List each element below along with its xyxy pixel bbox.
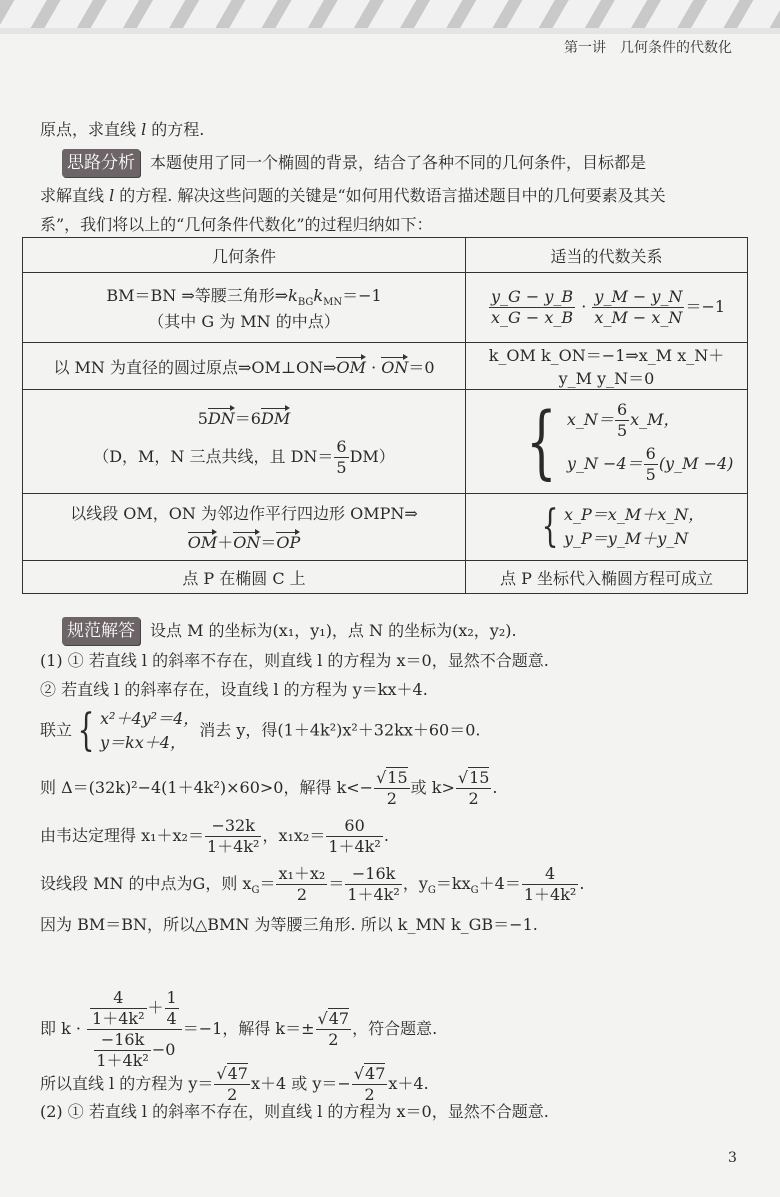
fraction — [326, 816, 382, 857]
geo-cell: 点 P 在椭圆 C 上 — [23, 561, 466, 594]
numerator: x₁＋x₂ — [278, 864, 326, 883]
text: x_M， — [630, 409, 680, 429]
fraction: $\frac{√15}{2}$ — [457, 768, 490, 808]
denominator: 1＋4k² — [206, 837, 260, 856]
fraction — [615, 400, 629, 441]
text: . — [579, 874, 585, 893]
summary-table — [22, 237, 748, 594]
complex-fraction — [87, 988, 182, 1071]
fraction: $\frac{√47}{2}$ — [353, 1064, 386, 1104]
analysis-paragraph-line-1 — [62, 149, 646, 177]
text: 以 MN 为直径的圆过原点⇒OM⊥ON⇒ — [53, 357, 337, 377]
table-header-row — [23, 238, 748, 273]
denominator: 5 — [645, 464, 656, 484]
analysis-badge: 思路分析 — [62, 149, 140, 177]
denominator: 2 — [227, 1085, 238, 1104]
text: DM） — [349, 446, 395, 466]
table-row — [23, 390, 748, 494]
text: ＝ — [328, 874, 345, 893]
fraction — [644, 444, 658, 485]
fraction — [334, 437, 348, 478]
text: k — [313, 286, 324, 306]
fraction — [592, 287, 684, 328]
text: ＝6 — [234, 408, 261, 428]
denominator: 1＋4k² — [328, 837, 381, 856]
solution-line-2: ② 若直线 l 的斜率存在，设直线 l 的方程为 y＝kx＋4. — [40, 680, 428, 699]
sqrt: 47 — [227, 1064, 248, 1083]
text: 由韦达定理得 x₁＋x₂＝ — [40, 826, 204, 845]
numerator: y_M − y_N — [594, 287, 683, 306]
numerator: 1 — [166, 988, 177, 1007]
denominator: 2 — [328, 1030, 339, 1049]
geo-cell — [23, 273, 466, 343]
fraction — [489, 287, 575, 328]
denominator: x_M − x_N — [594, 308, 683, 327]
system-brace: { x_N＝ $\frac{6}{5}$ x_M， y_N −4＝ $\frac{6}{5}$ (y_M −4) — [526, 394, 734, 488]
text: (y_M −4) — [658, 453, 734, 473]
denominator: 2 — [386, 789, 397, 808]
text: x＋4. — [388, 1074, 429, 1093]
vector-op: OP — [276, 533, 301, 552]
geo-cell — [23, 343, 466, 390]
text: ＋ — [147, 998, 164, 1017]
analysis-paragraph-line-2 — [40, 184, 666, 208]
text: 原点，求直线 — [40, 120, 142, 139]
text: 即 k · — [40, 1019, 87, 1038]
text: 或 k> — [410, 778, 455, 797]
numerator: 6 — [616, 399, 628, 419]
text: 消去 y，得(1＋4k²)x²＋32kx＋60＝0. — [199, 720, 481, 740]
denominator: 1＋4k² — [92, 1009, 145, 1028]
sqrt: 15 — [469, 768, 490, 787]
table-row — [23, 561, 748, 594]
solution-line-10: (2) ① 若直线 l 的斜率不存在，则直线 l 的方程为 x＝0，显然不合题意. — [40, 1102, 549, 1121]
text: 所以直线 l 的方程为 y＝ — [40, 1074, 214, 1093]
text: ＝kx — [435, 874, 471, 893]
text: 设线段 MN 的中点为G，则 x — [40, 874, 252, 893]
text: ＋4＝ — [478, 874, 521, 893]
solution-line-6 — [40, 864, 584, 905]
solution-line-0 — [62, 617, 517, 645]
text: （D，M，N 三点共线，且 DN＝ — [93, 446, 334, 466]
solution-badge: 规范解答 — [62, 617, 140, 645]
header-algebra: 适当的代数关系 — [466, 238, 748, 273]
text: ＝0 — [408, 357, 435, 377]
text: 的方程. — [146, 120, 205, 139]
denominator: 2 — [364, 1085, 375, 1104]
fraction — [90, 988, 146, 1029]
geo-cell — [23, 494, 466, 561]
text: ，y — [402, 874, 428, 893]
vector-dn: DN — [207, 408, 235, 428]
alg-cell — [466, 494, 748, 561]
vector-on: ON — [233, 533, 261, 552]
fraction — [345, 864, 401, 905]
alg-cell — [466, 390, 748, 494]
running-header-chapter: 第一讲 几何条件的代数化 — [564, 40, 732, 56]
vector-dm: DM — [260, 408, 291, 428]
numerator: 4 — [90, 988, 146, 1009]
sqrt: 47 — [365, 1064, 386, 1083]
intro-line-1 — [40, 118, 204, 142]
denominator: 4 — [166, 1009, 177, 1028]
text: MN — [323, 297, 343, 309]
numerator: −32k — [205, 816, 261, 837]
denominator: 2 — [468, 789, 479, 808]
denominator: 5 — [336, 457, 347, 477]
text: G — [470, 885, 479, 897]
text: · — [576, 297, 592, 316]
text: x²＋4y²＝4， — [100, 709, 200, 728]
text: BG — [297, 297, 314, 309]
text: G — [251, 885, 260, 897]
fraction — [522, 864, 578, 905]
var-l: l — [141, 120, 147, 139]
text: y_N −4＝ — [566, 453, 643, 473]
note: （其中 G 为 MN 的中点） — [148, 311, 340, 331]
text: ，符合题意. — [352, 1019, 438, 1038]
text: 联立 — [40, 720, 73, 740]
fraction — [165, 988, 179, 1029]
text: G — [427, 885, 436, 897]
numerator: −16k — [345, 864, 401, 885]
geo-cell — [23, 390, 466, 494]
text: · — [365, 357, 382, 377]
solution-line-3 — [40, 707, 481, 755]
system-brace: { x²＋4y²＝4， y＝kx＋4， — [77, 705, 200, 756]
denominator: 1＋4k² — [523, 885, 577, 904]
text: BM＝BN ⇒等腰三角形⇒ — [106, 286, 289, 306]
text: 5 — [197, 408, 208, 428]
solution-line-5 — [40, 816, 389, 857]
solution-line-9 — [40, 1064, 429, 1105]
fraction: $\frac{√47}{2}$ — [317, 1009, 350, 1049]
fraction: $\frac{√15}{2}$ — [376, 768, 408, 808]
numerator: 60 — [326, 816, 382, 837]
denominator: 1＋4k² — [347, 885, 400, 904]
system-brace: { x_P＝x_M＋x_N， y_P＝y_M＋y_N — [541, 501, 705, 552]
solution-line-8 — [40, 988, 437, 1071]
header-stripe-band — [0, 0, 780, 34]
text: ＋ — [217, 533, 234, 552]
text: 的方程. 解决这些问题的关键是“如何用代数语言描述题目中的几何要素及其关 — [114, 186, 666, 205]
text: ，x₁x₂＝ — [262, 826, 326, 845]
text: y＝kx＋4， — [100, 733, 186, 752]
analysis-paragraph-line-3: 系”，我们将以上的“几何条件代数化”的过程归纳如下： — [40, 215, 433, 234]
numerator: 4 — [522, 864, 578, 885]
alg-cell: 点 P 坐标代入椭圆方程可成立 — [466, 561, 748, 594]
text: ＝−1，解得 k＝± — [182, 1019, 315, 1038]
text: . — [383, 826, 389, 845]
text: x_N＝ — [566, 409, 614, 429]
page-number: 3 — [728, 1150, 737, 1166]
text: . — [492, 778, 498, 797]
text: ＝ — [259, 874, 276, 893]
text: y_P＝y_M＋y_N — [564, 529, 689, 548]
numerator: −16k — [94, 1030, 150, 1051]
fraction — [276, 864, 327, 905]
text: 设点 M 的坐标为(x₁，y₁)，点 N 的坐标为(x₂，y₂). — [150, 621, 517, 640]
var-l: l — [109, 186, 115, 205]
table-row — [23, 494, 748, 561]
text: x_P＝x_M＋x_N， — [564, 505, 705, 524]
sqrt: 15 — [387, 768, 408, 787]
text: ＝ — [260, 533, 277, 552]
vector-om: OM — [187, 533, 218, 552]
solution-line-1: (1) ① 若直线 l 的斜率不存在，则直线 l 的方程为 x＝0，显然不合题意. — [40, 651, 549, 670]
fraction — [205, 816, 261, 857]
table-row — [23, 273, 748, 343]
text: 则 Δ＝(32k)²−4(1＋4k²)×60>0，解得 k<− — [40, 778, 374, 797]
text: 求解直线 — [40, 186, 110, 205]
vector-on: ON — [381, 357, 409, 377]
sqrt: 47 — [328, 1009, 350, 1028]
fraction: $\frac{√47}{2}$ — [216, 1064, 248, 1104]
denominator: x_G − x_B — [490, 308, 574, 327]
alg-cell: k_OM k_ON＝−1⇒x_M x_N＋y_M y_N＝0 — [466, 343, 748, 390]
denominator: 5 — [616, 420, 628, 440]
alg-cell — [466, 273, 748, 343]
vector-om: OM — [336, 357, 366, 377]
denominator: 2 — [296, 885, 307, 904]
text: k — [288, 286, 298, 306]
text: 本题使用了同一个椭圆的背景，结合了各种不同的几何条件，目标都是 — [150, 153, 647, 172]
numerator: 6 — [645, 443, 656, 463]
text: 以线段 OM，ON 为邻边作平行四边形 OMPN⇒ — [70, 504, 418, 523]
denominator: 1＋4k² — [96, 1051, 149, 1070]
text: −0 — [151, 1040, 176, 1059]
solution-line-4 — [40, 768, 498, 809]
solution-line-7: 因为 BM＝BN，所以△BMN 为等腰三角形. 所以 k_MN k_GB＝−1. — [40, 915, 538, 934]
text: ＝−1 — [685, 297, 726, 316]
header-geometry: 几何条件 — [23, 238, 466, 273]
numerator: 6 — [336, 436, 347, 456]
text: x＋4 或 y＝− — [250, 1074, 351, 1093]
text: ＝−1 — [342, 286, 382, 306]
numerator: y_G − y_B — [490, 287, 574, 306]
table-row — [23, 343, 748, 390]
